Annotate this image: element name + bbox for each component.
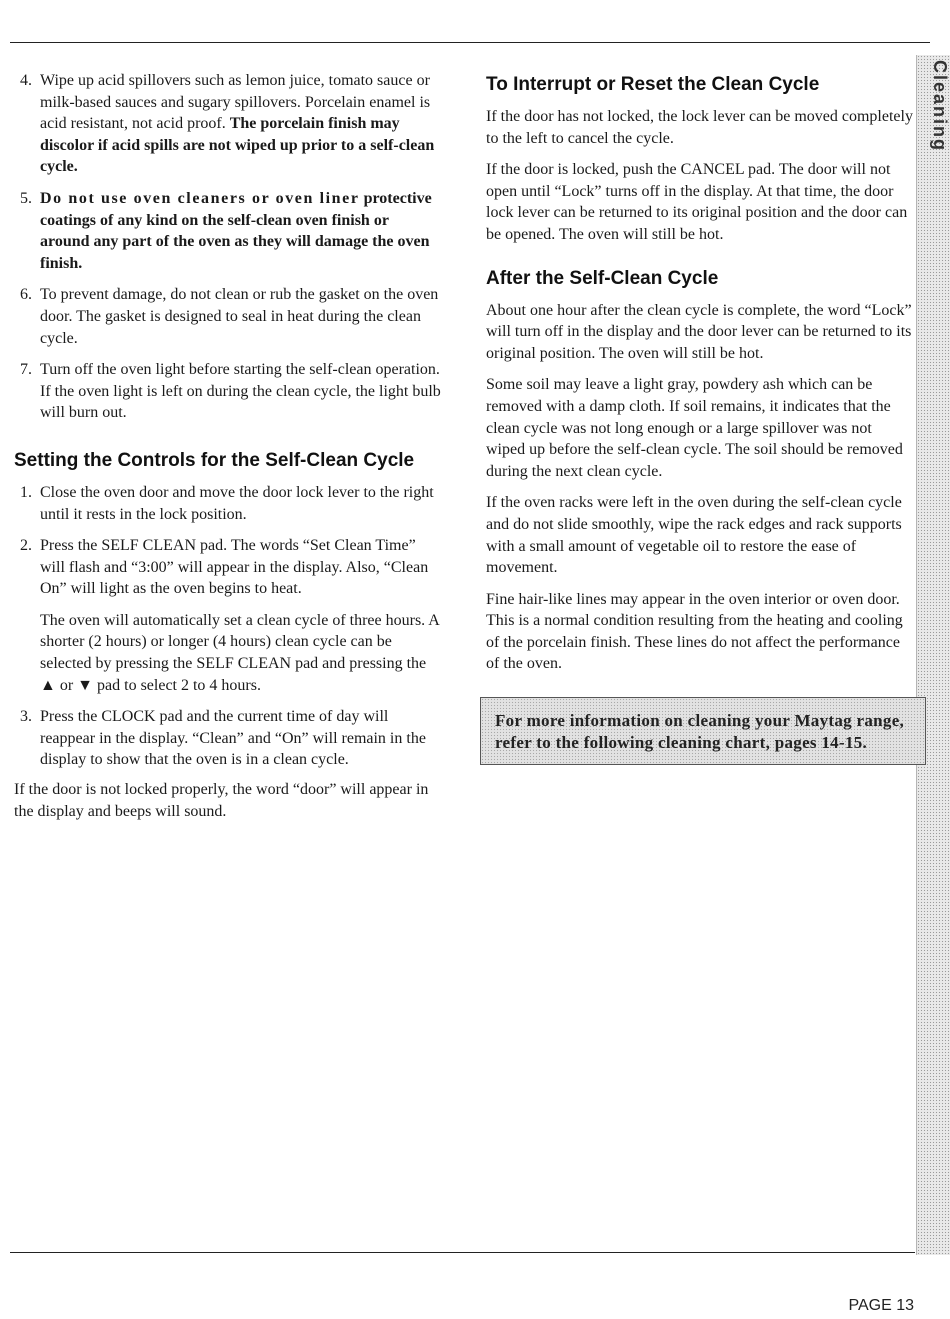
list-item: 2. Press the SELF CLEAN pad. The words “Set Clean Time” will flash and “3:00” will appear in the display. Also, “Clean On” will light as the oven begins to heat. The oven will automatically set a clean cycle of three hours. A shorter (2 hours) or longer (4 hours) clean cycle can be selected by pressing the SELF CLEAN pad and pressing the ▲ or ▼ pad to select 2 to 4 hours.: [14, 535, 442, 696]
list-item: 6. To prevent damage, do not clean or rub the gasket on the oven door. The gasket is designed to seal in heat during the clean cycle.: [20, 286, 439, 347]
section-heading-after-clean: After the Self-Clean Cycle: [486, 267, 719, 289]
paragraph: If the door is locked, push the CANCEL pad. The door will not open until “Lock” turns off in the display. At that time, the door lock lever can be returned to its original position and the door can be opened. The oven will still be hot.: [486, 161, 908, 243]
section-heading-setting-controls: Setting the Controls for the Self-Clean Cycle: [14, 449, 415, 471]
list-item: 4. Wipe up acid spillovers such as lemon juice, tomato sauce or milk-based sauces and sugary spillovers. Porcelain enamel is acid resistant, not acid proof. The porcelain finish may discolor if acid spills are not wiped up prior to a self-clean cycle.: [20, 72, 435, 176]
paragraph: If the door has not locked, the lock lever can be moved completely to the left to cancel the cycle.: [486, 108, 913, 147]
step-text: Close the oven door and move the door lock lever to the right until it rests in the lock position.: [40, 483, 434, 523]
item-text: Wipe up acid spillovers such as lemon juice, tomato sauce or milk-based sauces and sugary spillovers. Porcelain enamel is acid resistant, not acid proof.: [40, 72, 431, 133]
paragraph: Fine hair-like lines may appear in the oven interior or oven door. This is a normal condition resulting from the heating and cooling of the porcelain finish. These lines do not affect the performance of the oven.: [486, 590, 903, 673]
list-item: 1. Close the oven door and move the door lock lever to the right until it rests in the lock position.: [20, 483, 434, 523]
section-heading-interrupt: To Interrupt or Reset the Clean Cycle: [486, 74, 820, 95]
paragraph: If the oven racks were left in the oven during the self-clean cycle and do not slide smoothly, wipe the rack edges and rack supports with a small amount of vegetable oil to restore the ease of movement.: [486, 494, 902, 577]
item-text: To prevent damage, do not clean or rub the gasket on the oven door. The gasket is designed to seal in heat during the clean cycle.: [40, 286, 439, 347]
list-item: 3. Press the CLOCK pad and the current time of day will reappear in the display. “Clean” and “On” will remain in the display to show that the oven is in a clean cycle.: [20, 708, 426, 769]
door-note: If the door is not locked properly, the word “door” will appear in the display and beeps will sound.: [14, 781, 429, 820]
item-warning: protective coatings of any kind on the self-clean oven finish or around any part of the oven as they will damage the oven finish.: [40, 189, 432, 272]
list-item: 7. Turn off the oven light before starting the self-clean operation. If the oven light is left on during the clean cycle, the light bulb will burn out.: [20, 361, 441, 422]
list-item: 5. Do not use oven cleaners or oven liner protective coatings of any kind on the self-clean oven finish or around any part of the oven as they will damage the oven finish.: [20, 189, 432, 272]
page-number: PAGE 13: [848, 1297, 914, 1314]
item-warning-lead: Do not use oven cleaners or oven liner: [40, 189, 360, 207]
right-column: [486, 74, 914, 765]
precautions-list: [14, 70, 442, 424]
down-arrow-icon: ▼: [77, 676, 94, 694]
step-text: Press the CLOCK pad and the current time of day will reappear in the display. “Clean” and “On” will remain in the display to show that the oven is in a clean cycle.: [40, 708, 426, 769]
paragraph: About one hour after the clean cycle is complete, the word “Lock” will turn off in the display and the door lever can be returned to its original position. The oven will still be hot.: [486, 301, 912, 362]
item-warning: The porcelain finish may discolor if acid spills are not wiped up prior to a self-clean cycle.: [40, 115, 435, 176]
paragraph: Some soil may leave a light gray, powdery ash which can be removed with a damp cloth. If soil remains, it indicates that the clean cycle was not long enough or a large spillover was not wiped up before the self-clean cycle. The soil should be removed during the next clean cycle.: [486, 376, 903, 480]
top-rule: [10, 42, 930, 43]
info-note-box: For more information on cleaning your Maytag range, refer to the following cleaning chart, pages 14-15.: [480, 697, 926, 765]
bottom-rule: [10, 1252, 915, 1253]
setting-steps-list: [14, 482, 442, 771]
side-tab-label: Cleaning: [930, 60, 950, 153]
step-text: Press the SELF CLEAN pad. The words “Set Clean Time” will flash and “3:00” will appear in the display. Also, “Clean On” will light as the oven begins to heat.: [40, 537, 429, 598]
left-column: [14, 70, 442, 832]
step-detail: The oven will automatically set a clean cycle of three hours. A shorter (2 hours) or longer (4 hours) clean cycle can be selected by pressing the SELF CLEAN pad and pressing the ▲ or ▼ pad to select 2 to 4 hours.: [40, 611, 439, 694]
up-arrow-icon: ▲: [40, 676, 56, 694]
item-text: Turn off the oven light before starting the self-clean operation. If the oven light is left on during the clean cycle, the light bulb will burn out.: [40, 361, 441, 422]
